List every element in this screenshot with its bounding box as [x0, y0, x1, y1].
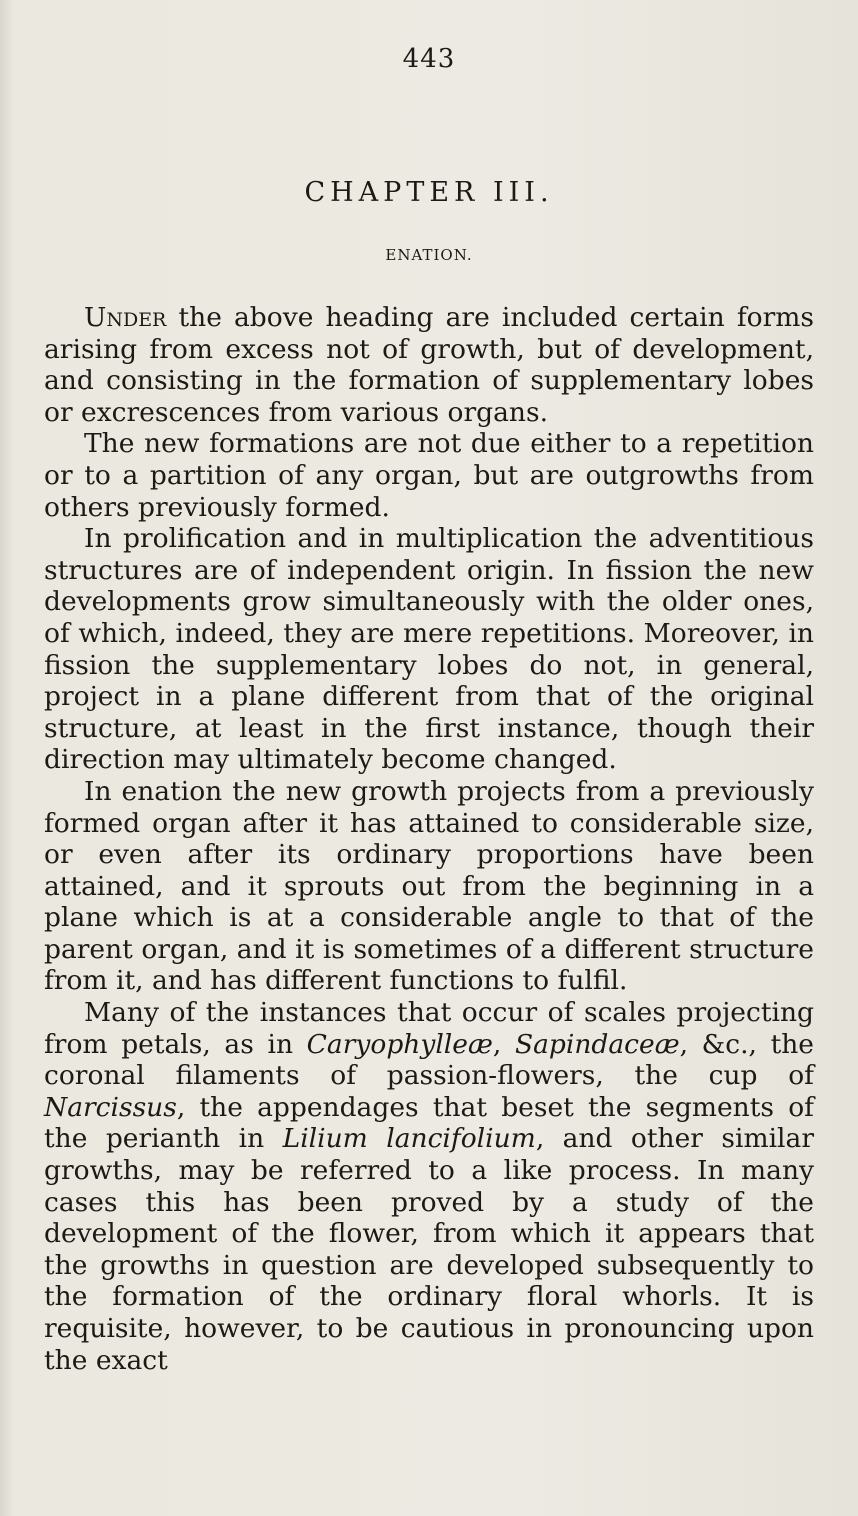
taxon-sapindaceae: Sapindaceæ: [514, 1028, 680, 1060]
paragraph-5-text-i: , and other similar growths, may be referred to a like process. In many cases this has been proved by a study of the development of the flower, from which it appears that the growths in question are developed subsequently to the formation of the ordinary floral whorls. It is requisite, however, to be cautious in pronouncing upon the exact: [44, 1123, 814, 1376]
paragraph-1: [44, 302, 814, 428]
body-text: [44, 302, 814, 1376]
paragraph-5-text-c: ,: [492, 1028, 515, 1060]
paragraph-5-text-a: Many of the instances that occur of scales projecting from petals, as in: [44, 997, 814, 1060]
section-title: ENATION.: [385, 246, 473, 264]
paragraph-1-lead: Under: [84, 302, 167, 333]
paragraph-4: In enation the new growth projects from a previously formed organ after it has attained to considerable size, or even after its ordinary proportions have been attained, and it sprouts out from the beginning in a plane which is at a considerable angle to that of the parent organ, and it is sometimes of a different structure from it, and has different functions to fulfil.: [44, 775, 814, 997]
page-number: 443: [402, 44, 456, 74]
paragraph-5: [44, 997, 814, 1376]
taxon-lilium-lancifolium: Lilium lancifolium: [282, 1123, 536, 1155]
paragraph-1-text: the above heading are included certain forms arising from excess not of growth, but of development, and consisting in the formation of supplementary lobes or excrescences from various organs.: [44, 302, 814, 428]
paragraph-5-text-e: , &c., the coronal filaments of passion-flowers, the cup of: [44, 1028, 814, 1092]
taxon-caryophylleae: Caryophylleæ: [306, 1028, 493, 1060]
paragraph-5-text-g: , the appendages that beset the segments of the perianth in: [44, 1091, 814, 1155]
taxon-narcissus: Narcissus: [44, 1091, 177, 1123]
chapter-title: CHAPTER III.: [304, 177, 554, 208]
paragraph-2: The new formations are not due either to a repetition or to a partition of any organ, but are outgrowths from others previously formed.: [44, 428, 814, 523]
paragraph-3: In prolification and in multiplication the adventitious structures are of independent origin. In fission the new developments grow simultaneously with the older ones, of which, indeed, they are mere repetitions. Moreover, in fission the supplementary lobes do not, in general, project in a plane different from that of the original structure, at least in the first instance, though their direction may ultimately become changed.: [44, 523, 814, 776]
